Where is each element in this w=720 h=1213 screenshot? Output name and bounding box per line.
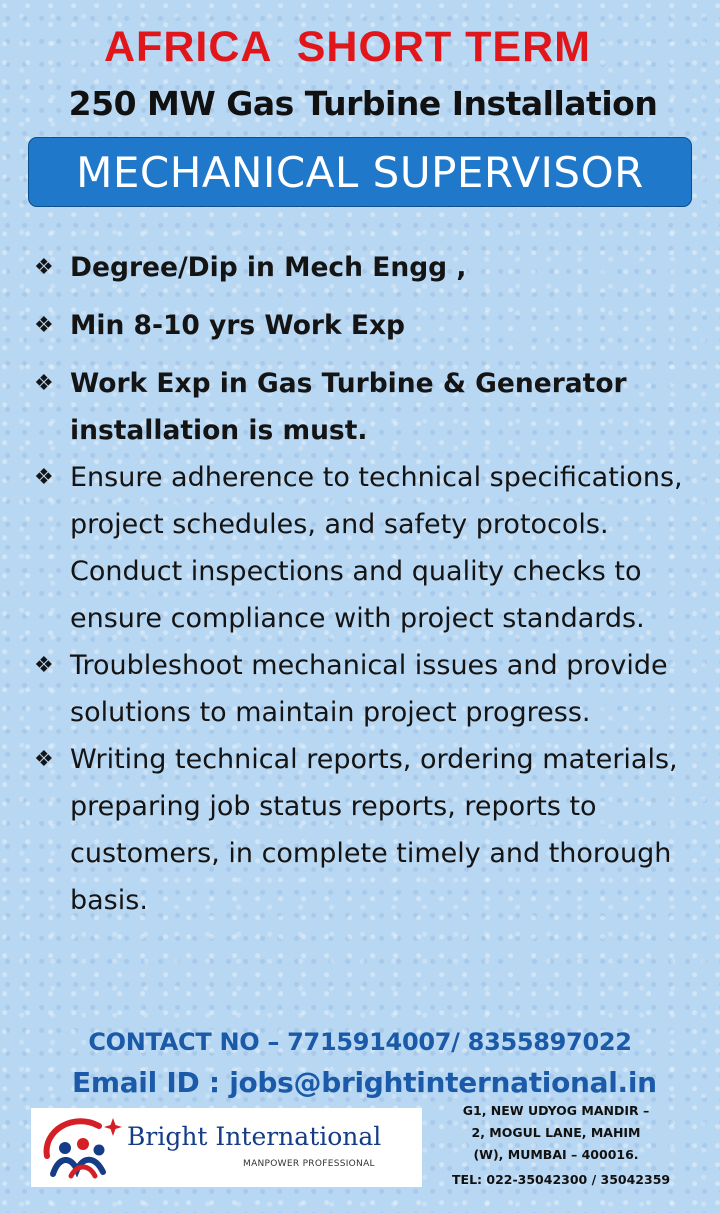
contact-numbers: CONTACT NO – 7715914007/ 8355897022 <box>88 1028 632 1056</box>
list-item <box>34 302 694 349</box>
duty-compliance: Ensure adherence to technical specifications, project schedules, and safety protocols. Conduct inspections and quality checks to ensure compliance with project standards. <box>70 462 683 634</box>
list-item <box>34 454 694 642</box>
list-item <box>34 642 694 736</box>
headline: AFRICA SHORT TERM <box>104 23 591 71</box>
requirement-experience: Min 8-10 yrs Work Exp <box>70 310 406 341</box>
role-title: MECHANICAL SUPERVISOR <box>76 147 644 197</box>
brand-name: Bright International <box>127 1122 382 1151</box>
telephone: TEL: 022-35042300 / 35042359 <box>452 1172 671 1187</box>
email-link[interactable]: Email ID : jobs@brightinternational.in <box>72 1066 657 1099</box>
requirement-gas-turbine: Work Exp in Gas Turbine & Generator installation is must. <box>70 368 627 446</box>
duty-reporting: Writing technical reports, ordering materials, preparing job status reports, reports to customers, in complete timely and thorough basis. <box>70 744 678 916</box>
address-line: G1, NEW UDYOG MANDIR – <box>462 1103 650 1118</box>
four-diamond-bullet-icon: ❖ <box>34 313 54 338</box>
job-details-list <box>34 244 694 924</box>
requirement-qualification: Degree/Dip in Mech Engg , <box>70 252 467 283</box>
four-diamond-bullet-icon: ❖ <box>34 747 54 772</box>
bright-international-logo-icon <box>37 1114 127 1184</box>
four-diamond-bullet-icon: ❖ <box>34 371 54 396</box>
project-title: 250 MW Gas Turbine Installation <box>68 84 658 123</box>
address-line: (W), MUMBAI – 400016. <box>473 1147 639 1162</box>
list-item <box>34 244 694 291</box>
four-diamond-bullet-icon: ❖ <box>34 465 54 490</box>
company-logo <box>31 1108 422 1187</box>
address-line: 2, MOGUL LANE, MAHIM <box>471 1125 641 1140</box>
duty-troubleshoot: Troubleshoot mechanical issues and provide solutions to maintain project progress. <box>70 650 668 728</box>
brand-tagline: MANPOWER PROFESSIONAL <box>243 1159 375 1169</box>
office-address <box>440 1100 672 1166</box>
four-diamond-bullet-icon: ❖ <box>34 255 54 280</box>
list-item <box>34 360 694 454</box>
role-banner <box>28 137 692 207</box>
four-diamond-bullet-icon: ❖ <box>34 653 54 678</box>
list-item <box>34 736 694 924</box>
